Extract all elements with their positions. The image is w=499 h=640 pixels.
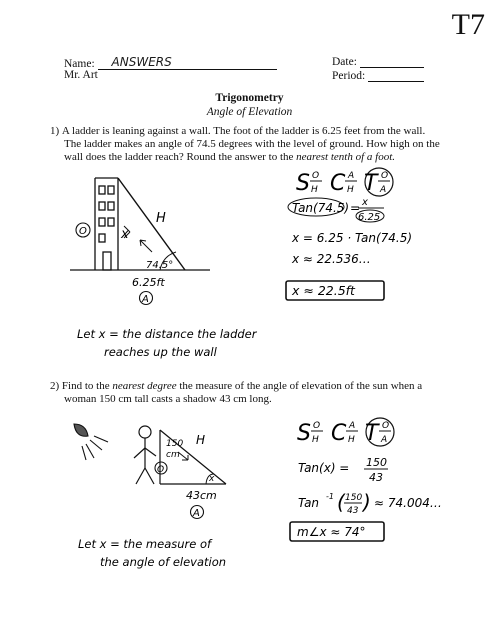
- svg-text:A: A: [349, 421, 356, 431]
- hypotenuse-label: H: [156, 211, 166, 226]
- svg-text:H: H: [311, 185, 318, 195]
- svg-text:H: H: [348, 435, 355, 445]
- adjacent-circle-label: A: [142, 294, 149, 305]
- problem-1-let-line-2: reaches up the wall: [104, 345, 217, 359]
- base-label-2: 43cm: [186, 489, 217, 502]
- problem-1-equation-2: x ≈ 22.536…: [292, 252, 371, 266]
- problem-1-line-3: wall does the ladder reach? Round the answer to the nearest tenth of a foot.: [64, 151, 396, 163]
- problem-2-line-2: woman 150 cm tall casts a shadow 43 cm long.: [64, 393, 272, 405]
- svg-text:O: O: [157, 465, 165, 475]
- problem-2-mnemonic: [297, 418, 394, 446]
- height-label: 150: [166, 439, 184, 449]
- angle-x-label: x: [209, 474, 215, 484]
- problem-2-tan-equation: [298, 456, 388, 484]
- height-unit: cm: [166, 450, 180, 460]
- side-x-label: x: [121, 227, 129, 242]
- svg-text:43: 43: [347, 506, 359, 516]
- problem-2-inverse-equation: [298, 490, 442, 516]
- problem-2-number: 2): [50, 380, 60, 392]
- svg-text:A: A: [348, 171, 355, 181]
- base-label: 6.25ft: [132, 276, 165, 289]
- svg-text:H: H: [347, 185, 354, 195]
- period-label: Period:: [332, 70, 366, 82]
- problem-1-number: 1): [50, 125, 60, 137]
- problem-1-line-1: A ladder is leaning against a wall. The foot of the ladder is 6.25 feet from the wall.: [61, 125, 426, 137]
- page-title: Trigonometry: [215, 92, 284, 104]
- name-value: ANSWERS: [98, 55, 277, 70]
- svg-text:): ): [363, 490, 371, 514]
- date-label: Date:: [332, 56, 357, 68]
- problem-2-text: 2) Find to the nearest degree the measure of the angle of elevation of the sun when a woman 150 cm tall casts a shadow 43 cm long.: [50, 380, 470, 406]
- svg-text:O: O: [382, 421, 390, 431]
- svg-text:C: C: [330, 171, 346, 196]
- svg-text:H: H: [312, 435, 319, 445]
- svg-text:x: x: [362, 197, 368, 208]
- problem-2-let-line-2: the angle of elevation: [100, 555, 227, 569]
- sun-drawing: [74, 424, 108, 460]
- svg-text:Tan: Tan: [298, 496, 320, 510]
- svg-text:A: A: [380, 185, 387, 195]
- svg-text:S: S: [296, 171, 310, 196]
- svg-text:43: 43: [369, 471, 383, 484]
- svg-text:S: S: [297, 421, 311, 446]
- problem-2-let-line-1: Let x = the measure of: [78, 537, 212, 551]
- problem-2-answer: m∠x ≈ 74°: [297, 525, 366, 539]
- opposite-circle-label: O: [79, 226, 87, 237]
- problem-1-let-line-1: Let x = the distance the ladder: [77, 327, 257, 341]
- problem-1-equation-1: x = 6.25 · Tan(74.5): [292, 231, 413, 245]
- hypotenuse-label-2: H: [196, 433, 206, 447]
- svg-text:A: A: [381, 435, 388, 445]
- svg-text:≈ 74.004…: ≈ 74.004…: [374, 496, 442, 510]
- svg-text:6.25: 6.25: [358, 212, 381, 223]
- angle-label: 74.5°: [146, 260, 174, 271]
- woman-drawing: [134, 426, 156, 484]
- svg-text:C: C: [331, 421, 347, 446]
- name-label: Name:: [64, 58, 95, 70]
- problem-1-line-2: The ladder makes an angle of 74.5 degrees with the level of ground. How high on the: [64, 138, 440, 150]
- svg-text:O: O: [313, 421, 321, 431]
- svg-text:A: A: [193, 508, 200, 519]
- svg-text:Tan(x) =: Tan(x) =: [298, 461, 350, 475]
- svg-text:=: =: [350, 201, 361, 215]
- teacher-name: Mr. Art: [64, 69, 98, 81]
- corner-label: T7: [451, 8, 485, 41]
- svg-text:-1: -1: [326, 492, 334, 501]
- svg-text:(: (: [337, 490, 345, 514]
- problem-1-answer: x ≈ 22.5ft: [292, 283, 355, 298]
- svg-text:O: O: [381, 171, 389, 181]
- svg-text:Tan(74.5): Tan(74.5): [292, 201, 350, 215]
- svg-text:T: T: [365, 421, 379, 446]
- svg-text:T: T: [364, 171, 378, 196]
- svg-text:O: O: [312, 171, 320, 181]
- svg-text:150: 150: [345, 493, 363, 503]
- svg-text:150: 150: [366, 456, 387, 469]
- page-subtitle: Angle of Elevation: [206, 106, 293, 118]
